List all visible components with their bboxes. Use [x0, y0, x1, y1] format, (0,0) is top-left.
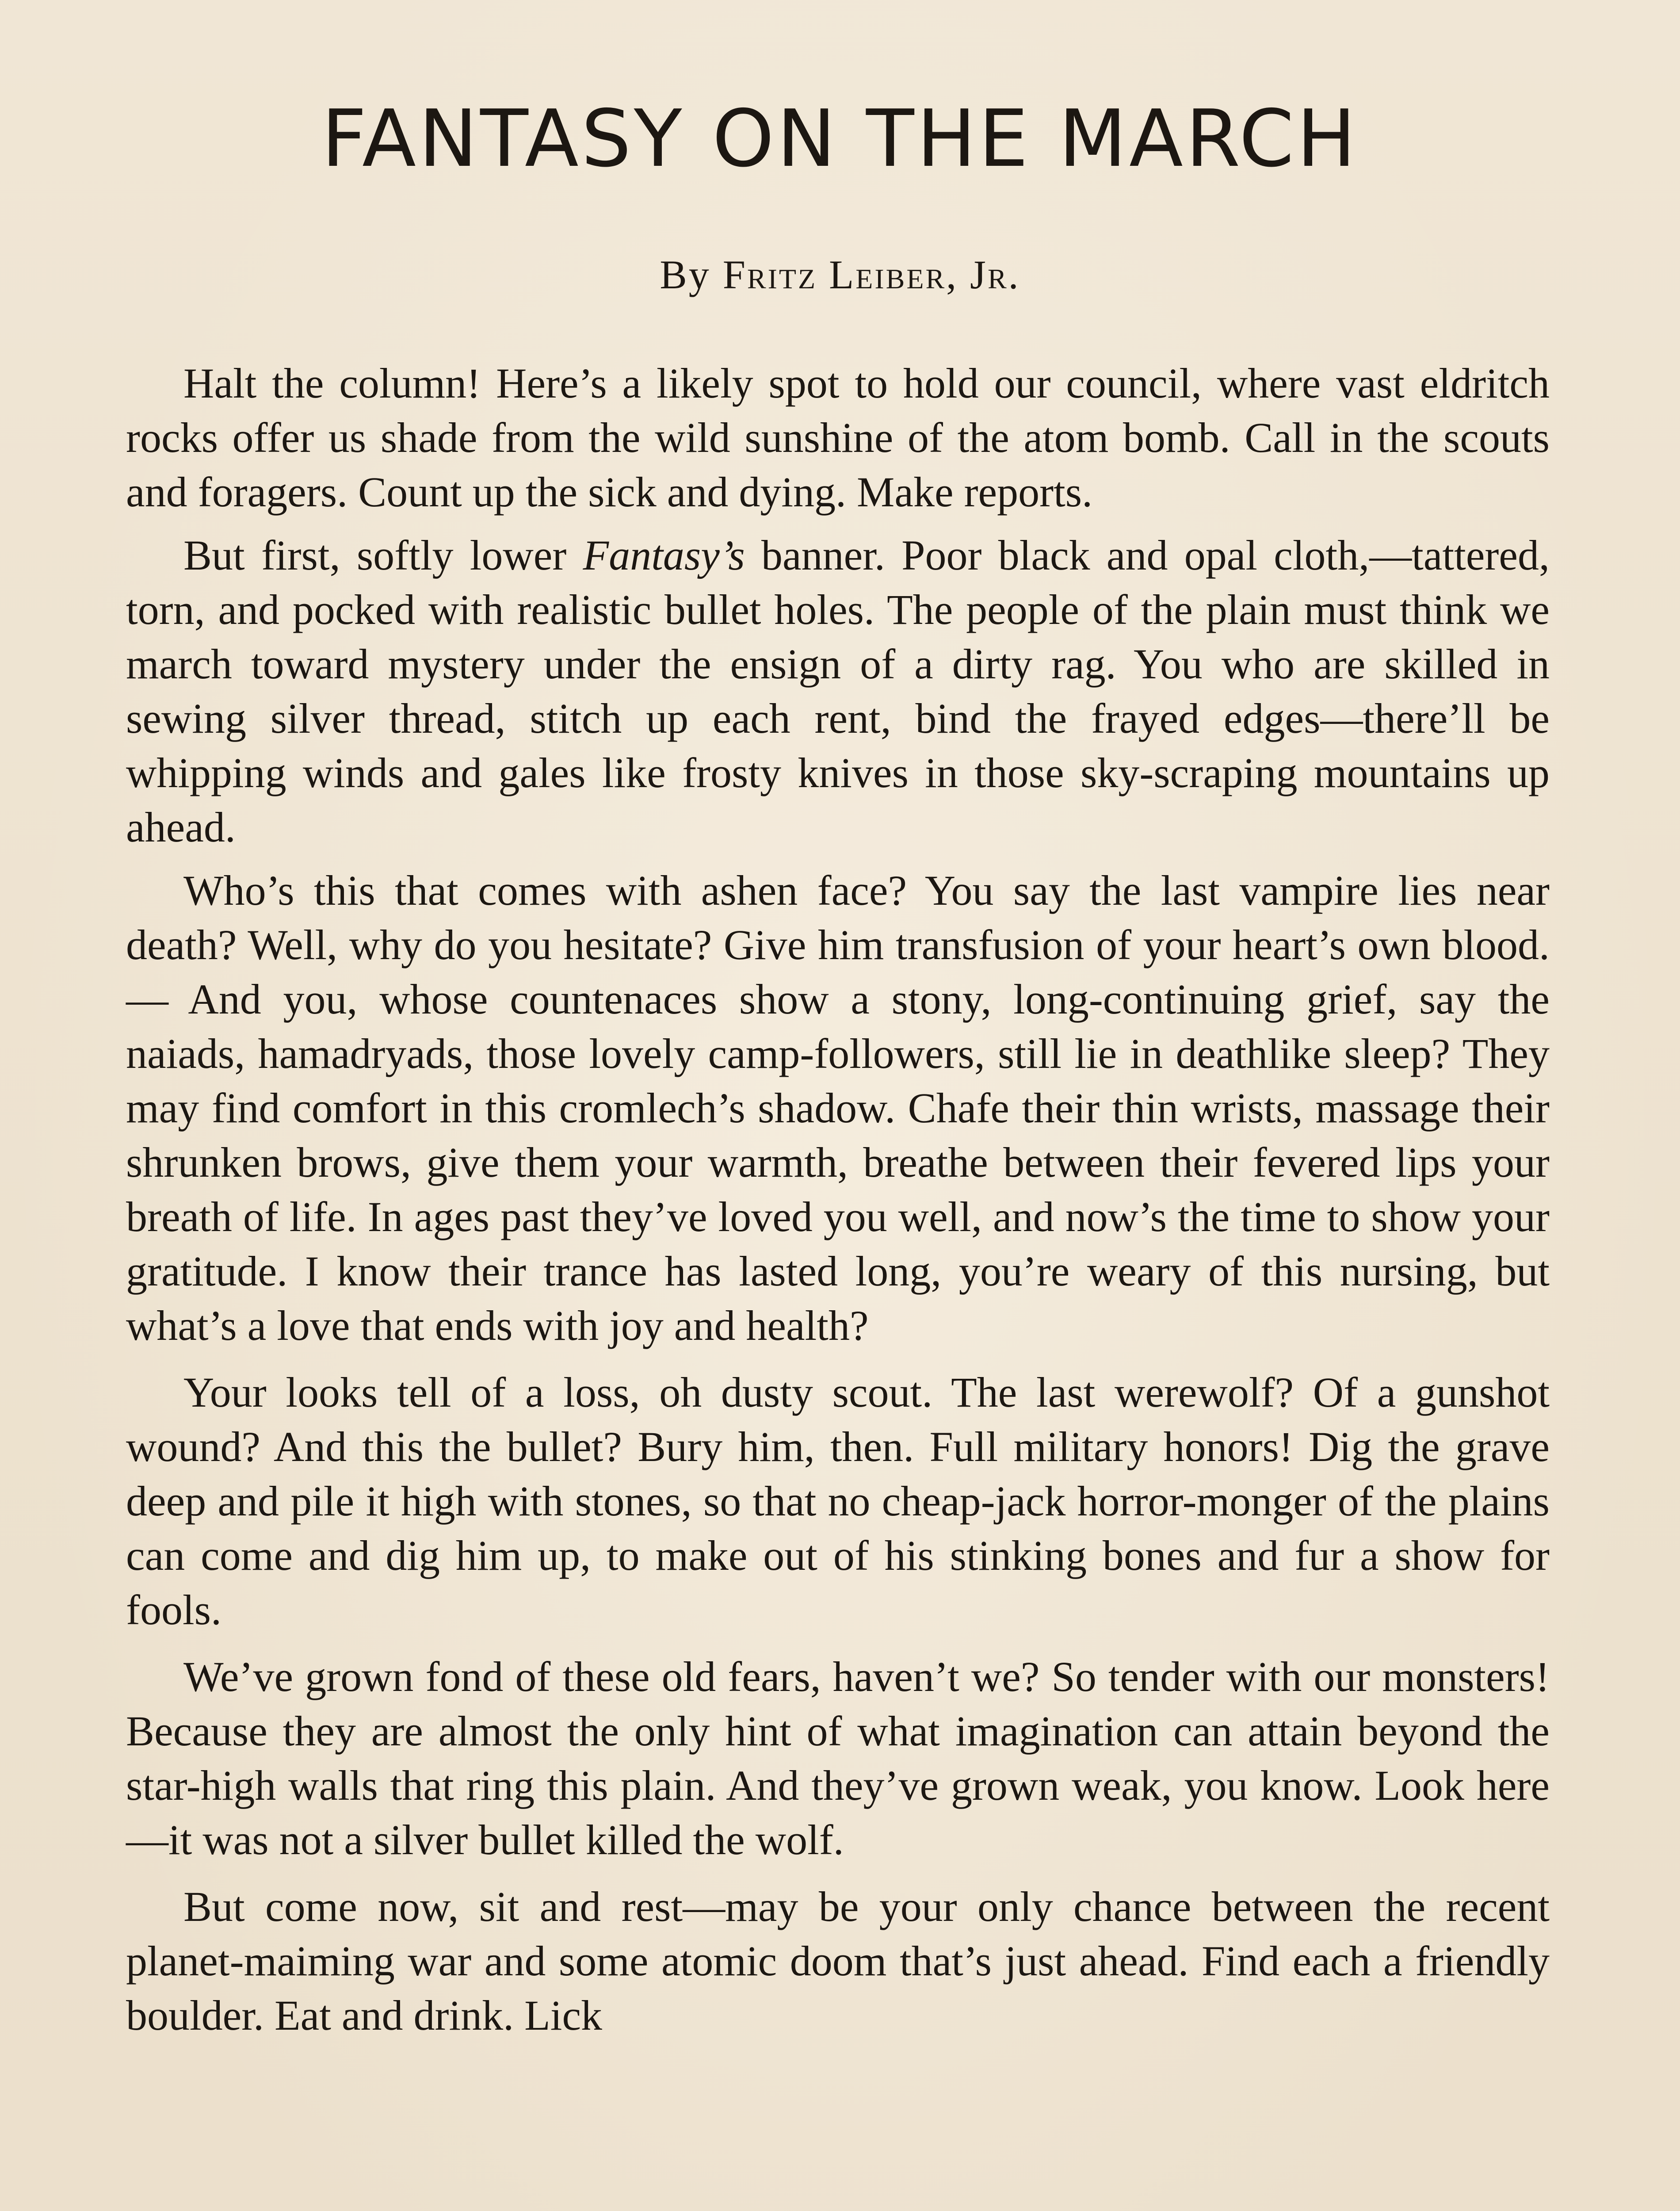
paragraph-text: But first, softly lower: [183, 532, 583, 579]
byline-prefix: By: [660, 252, 711, 297]
paragraph-5: [126, 1649, 1550, 1867]
author-name: Fritz Leiber, Jr.: [722, 252, 1020, 297]
paragraph-1: [126, 356, 1550, 519]
magazine-name-italic: Fantasy’s: [583, 532, 745, 579]
article-title: FANTASY ON THE MARCH: [321, 93, 1359, 184]
paragraph-text: Halt the column! Here’s a likely spot to hold our council, where vast eldritch rocks offer us shade from the wild sunshine of the atom bomb. Call in the scouts and foragers. Count up the sick and dying. Make reports.: [126, 360, 1550, 516]
paragraph-text: banner. Poor black and opal cloth,—tattered, torn, and pocked with realistic bullet holes. The people of the plain must think we march toward mystery under the ensign of a dirty rag. You who are skilled in sewing silver thread, stitch up each rent, bind the frayed edges—there’ll be whipping winds and gales like frosty knives in those sky-scraping mountains up ahead.: [126, 532, 1550, 851]
paragraph-text: Who’s this that comes with ashen face? You say the last vampire lies near death? Well, why do you hesitate? Give him transfusion of your heart’s own blood. — And you, whose countenaces show a stony, long-continuing grief, say the naiads, hamadryads, those lovely camp-followers, still lie in deathlike sleep? They may find comfort in this cromlech’s shadow. Chafe their thin wrists, massage their shrunken brows, give them your warmth, breathe between their fevered lips your breath of life. In ages past they’ve loved you well, and now’s the time to show your gratitude. I know their trance has lasted long, you’re weary of this nursing, but what’s a love that ends with joy and health?: [126, 867, 1550, 1349]
paragraph-text: Your looks tell of a loss, oh dusty scout. The last werewolf? Of a gunshot wound? And this the bullet? Bury him, then. Full military honors! Dig the grave deep and pile it high with stones, so that no cheap-jack horror-monger of the plains can come and dig him up, to make out of his stinking bones and fur a show for fools.: [126, 1369, 1550, 1633]
paragraph-text: But come now, sit and rest—may be your only chance between the recent planet-maiming war and some atomic doom that’s just ahead. Find each a friendly boulder. Eat and drink. Lick: [126, 1883, 1550, 2039]
paragraph-2: [126, 528, 1550, 854]
paragraph-3: [126, 863, 1550, 1353]
article-body: [126, 356, 1550, 2051]
paragraph-4: [126, 1365, 1550, 1637]
byline: [0, 254, 1680, 295]
paragraph-text: We’ve grown fond of these old fears, haven’t we? So tender with our monsters! Because they are almost the only hint of what imagination can attain beyond the star-high walls that ring this plain. And they’ve grown weak, you know. Look here—it was not a silver bullet killed the wolf.: [126, 1653, 1550, 1863]
paragraph-6: [126, 1879, 1550, 2043]
